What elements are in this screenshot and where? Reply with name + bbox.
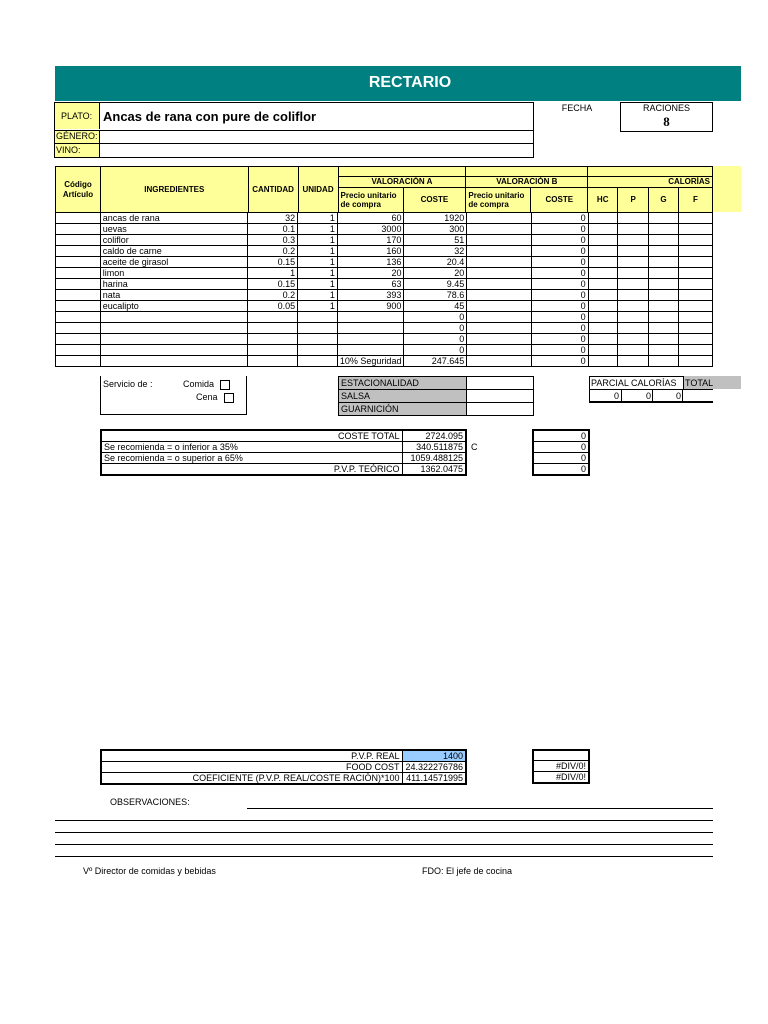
guarnicion-label: GUARNICIÓN <box>339 403 467 416</box>
obs-line-1 <box>247 808 713 809</box>
table-row <box>56 312 713 323</box>
cell-p[interactable] <box>618 213 649 224</box>
cell-g[interactable] <box>649 257 679 268</box>
cell-f[interactable] <box>679 334 713 345</box>
cell-precio-a[interactable]: 20 <box>337 268 404 279</box>
table-row <box>56 356 713 367</box>
cell-hc[interactable] <box>588 290 618 301</box>
cell-cantidad[interactable]: 0.15 <box>248 257 298 268</box>
cell-g[interactable] <box>649 213 679 224</box>
col-ingredientes: INGREDIENTES <box>100 167 248 213</box>
pvp-real-value[interactable]: 1400 <box>402 750 466 762</box>
cell-coste-a[interactable]: 300 <box>404 224 467 235</box>
raciones-label: RACIONES <box>642 103 690 113</box>
cell-coste-b[interactable]: 0 <box>531 334 588 345</box>
b-value-3: 0 <box>533 464 589 476</box>
cell-f[interactable] <box>679 356 713 367</box>
col-precio-b: Precio unitario de compra <box>466 188 531 213</box>
cell-coste-a[interactable]: 78.6 <box>404 290 467 301</box>
cell-unidad[interactable]: 1 <box>298 268 338 279</box>
cell-coste-a[interactable]: 45 <box>404 301 467 312</box>
jefe-signature: FDO: El jefe de cocina <box>422 866 513 876</box>
cell-ingrediente[interactable]: aceite de girasol <box>100 257 248 268</box>
div-value-1: #DIV/0! <box>533 760 589 771</box>
cell-g[interactable] <box>649 312 679 323</box>
table-row <box>56 345 713 356</box>
cell-g[interactable] <box>649 301 679 312</box>
col-calorias: CALORÍAS <box>588 177 713 188</box>
cell-cantidad[interactable]: 32 <box>248 213 298 224</box>
cell-g[interactable] <box>649 334 679 345</box>
director-signature: Vº Director de comidas y bebidas <box>83 866 216 876</box>
cell-unidad[interactable]: 1 <box>298 279 338 290</box>
cell-coste-a[interactable]: 51 <box>404 235 467 246</box>
raciones-value: 8 <box>663 114 670 129</box>
cell-coste-a[interactable]: 247.645 <box>404 356 467 367</box>
cell-ingrediente[interactable]: coliflor <box>100 235 248 246</box>
cell-unidad[interactable]: 1 <box>298 213 338 224</box>
comida-checkbox[interactable] <box>220 380 230 390</box>
cell-coste-b[interactable]: 0 <box>531 279 588 290</box>
cell-codigo[interactable] <box>56 213 101 224</box>
table-row <box>56 290 713 301</box>
cell-p[interactable] <box>618 290 649 301</box>
cell-precio-b[interactable] <box>467 213 532 224</box>
cell-unidad[interactable]: 1 <box>298 246 338 257</box>
col-unidad: UNIDAD <box>298 167 338 213</box>
cell-precio-a[interactable]: 900 <box>337 301 404 312</box>
rec-superior: Se recomienda = o superior a 65% <box>101 453 402 464</box>
cell-hc[interactable] <box>588 224 618 235</box>
cell-unidad[interactable]: 1 <box>298 290 338 301</box>
cell-cantidad[interactable]: 0.2 <box>248 290 298 301</box>
c-value: 340.511875 <box>402 442 466 453</box>
cell-g[interactable] <box>649 224 679 235</box>
cell-precio-a[interactable]: 170 <box>337 235 404 246</box>
cell-f[interactable] <box>679 246 713 257</box>
col-coste-b: COSTE <box>531 188 588 213</box>
cell-unidad[interactable]: 1 <box>298 257 338 268</box>
parcial-total: TOTAL <box>685 378 714 388</box>
cell-precio-a[interactable]: 63 <box>337 279 404 290</box>
cell-f[interactable] <box>679 213 713 224</box>
cell-precio-b[interactable] <box>467 334 532 345</box>
cell-coste-b[interactable]: 0 <box>531 290 588 301</box>
plato-value: Ancas de rana con pure de coliflor <box>103 109 317 124</box>
table-row <box>56 246 713 257</box>
plato-label: PLATO: <box>61 111 93 121</box>
cell-ingrediente[interactable]: harina <box>100 279 248 290</box>
cell-g[interactable] <box>649 323 679 334</box>
col-f: F <box>678 188 712 213</box>
cell-f[interactable] <box>679 290 713 301</box>
cena-checkbox[interactable] <box>224 393 234 403</box>
cell-precio-a[interactable] <box>337 323 404 334</box>
cell-precio-b[interactable] <box>467 257 532 268</box>
col-codigo: Código Artículo <box>56 167 101 213</box>
cell-hc[interactable] <box>588 334 618 345</box>
cell-hc[interactable] <box>588 257 618 268</box>
cell-coste-b[interactable]: 0 <box>531 246 588 257</box>
cell-ingrediente[interactable]: ancas de rana <box>100 213 248 224</box>
cell-precio-b[interactable] <box>467 301 532 312</box>
cell-hc[interactable] <box>588 246 618 257</box>
rec-inferior: Se recomienda = o inferior a 35% C <box>101 442 402 453</box>
cell-unidad[interactable]: 1 <box>298 224 338 235</box>
cell-p[interactable] <box>618 345 649 356</box>
cell-unidad[interactable]: 1 <box>298 235 338 246</box>
cell-codigo[interactable] <box>56 268 101 279</box>
cell-coste-a[interactable]: 9.45 <box>404 279 467 290</box>
salsa-label: SALSA <box>339 390 467 403</box>
cell-hc[interactable] <box>588 268 618 279</box>
cell-g[interactable] <box>649 268 679 279</box>
cell-precio-a[interactable]: 136 <box>337 257 404 268</box>
cell-p[interactable] <box>618 224 649 235</box>
rec-superior-value: 1059.488125 <box>402 453 466 464</box>
cell-coste-b[interactable]: 0 <box>531 356 588 367</box>
cell-codigo[interactable] <box>56 334 101 345</box>
cell-hc[interactable] <box>588 213 618 224</box>
parcial-v1: 0 <box>613 391 619 401</box>
cell-coste-a[interactable]: 0 <box>404 312 467 323</box>
page-title: RECTARIO <box>368 74 452 91</box>
cell-ingrediente[interactable]: nata <box>100 290 248 301</box>
cell-codigo[interactable] <box>56 345 101 356</box>
cell-precio-a[interactable]: 393 <box>337 290 404 301</box>
cost-table <box>100 429 478 476</box>
parcial-v3: 0 <box>675 391 681 401</box>
cell-g[interactable] <box>649 279 679 290</box>
obs-line-4 <box>55 844 713 845</box>
cell-precio-b[interactable] <box>467 279 532 290</box>
cell-cantidad[interactable] <box>248 345 298 356</box>
cell-codigo[interactable] <box>56 312 101 323</box>
cell-f[interactable] <box>679 257 713 268</box>
cell-precio-b[interactable] <box>467 246 532 257</box>
genero-label: GÉNERO: <box>56 131 98 141</box>
cell-codigo[interactable] <box>56 235 101 246</box>
cell-p[interactable] <box>618 257 649 268</box>
cell-unidad[interactable]: 1 <box>298 301 338 312</box>
table-row <box>56 301 713 312</box>
ingredients-header <box>55 166 713 213</box>
cell-precio-b[interactable] <box>467 235 532 246</box>
cell-coste-b[interactable]: 0 <box>531 224 588 235</box>
cell-ingrediente[interactable]: eucalipto <box>100 301 248 312</box>
b-value-0: 0 <box>533 430 589 442</box>
coef-value: 411.14571995 <box>402 773 466 785</box>
cell-coste-b[interactable]: 0 <box>531 213 588 224</box>
cell-cantidad[interactable] <box>248 334 298 345</box>
cell-ingrediente[interactable]: uevas <box>100 224 248 235</box>
cell-precio-b[interactable] <box>467 345 532 356</box>
cell-codigo[interactable] <box>56 323 101 334</box>
obs-line-2 <box>55 820 713 821</box>
cell-f[interactable] <box>679 235 713 246</box>
cell-codigo[interactable] <box>56 279 101 290</box>
food-cost-value: 24.322276786 <box>402 762 466 773</box>
cell-ingrediente[interactable] <box>100 323 248 334</box>
servicio-cena[interactable]: Cena <box>196 392 234 403</box>
cell-f[interactable] <box>679 224 713 235</box>
cell-coste-a[interactable]: 0 <box>404 345 467 356</box>
cell-f[interactable] <box>679 345 713 356</box>
cell-precio-a[interactable] <box>337 345 404 356</box>
cell-ingrediente[interactable]: caldo de carne <box>100 246 248 257</box>
extra-table <box>338 376 534 416</box>
cell-precio-a[interactable]: 3000 <box>337 224 404 235</box>
cell-precio-a[interactable] <box>337 312 404 323</box>
cell-precio-b[interactable] <box>467 290 532 301</box>
cell-codigo[interactable] <box>56 356 101 367</box>
col-hc: HC <box>588 188 618 213</box>
cell-p[interactable] <box>618 334 649 345</box>
table-row <box>56 323 713 334</box>
ingredients-table <box>55 212 713 367</box>
cell-coste-a[interactable]: 32 <box>404 246 467 257</box>
cell-unidad[interactable] <box>298 323 338 334</box>
col-valoracion-a: VALORACIÓN A <box>338 177 466 188</box>
observaciones-label: OBSERVACIONES: <box>110 797 190 807</box>
obs-line-3 <box>55 832 713 833</box>
cell-precio-a[interactable]: 10% Seguridad <box>337 356 404 367</box>
cell-cantidad[interactable] <box>248 323 298 334</box>
cell-precio-b[interactable] <box>467 356 532 367</box>
cell-g[interactable] <box>649 235 679 246</box>
cell-coste-b[interactable]: 0 <box>531 323 588 334</box>
cell-precio-b[interactable] <box>467 224 532 235</box>
cell-coste-b[interactable]: 0 <box>531 312 588 323</box>
b-value-1: 0 <box>533 442 589 453</box>
cell-hc[interactable] <box>588 279 618 290</box>
cell-g[interactable] <box>649 345 679 356</box>
cell-cantidad[interactable] <box>248 356 298 367</box>
cell-hc[interactable] <box>588 356 618 367</box>
col-p: P <box>618 188 649 213</box>
cell-coste-a[interactable]: 0 <box>404 323 467 334</box>
cell-ingrediente[interactable] <box>100 334 248 345</box>
cell-ingrediente[interactable] <box>100 345 248 356</box>
cell-p[interactable] <box>618 301 649 312</box>
pvp-teorico-label: P.V.P. TEÓRICO <box>101 464 402 476</box>
cell-f[interactable] <box>679 312 713 323</box>
table-row <box>56 213 713 224</box>
cell-hc[interactable] <box>588 323 618 334</box>
cell-coste-b[interactable]: 0 <box>531 345 588 356</box>
cost-b-table <box>532 429 590 476</box>
cell-codigo[interactable] <box>56 246 101 257</box>
pvp-real-label: P.V.P. REAL <box>101 750 402 762</box>
food-cost-label: FOOD COST <box>101 762 402 773</box>
cell-hc[interactable] <box>588 301 618 312</box>
cell-p[interactable] <box>618 235 649 246</box>
cell-cantidad[interactable]: 0.2 <box>248 246 298 257</box>
div-table <box>532 749 590 784</box>
table-row <box>56 235 713 246</box>
table-row <box>56 224 713 235</box>
cell-coste-b[interactable]: 0 <box>531 257 588 268</box>
cell-precio-a[interactable]: 160 <box>337 246 404 257</box>
b-value-2: 0 <box>533 453 589 464</box>
cell-cantidad[interactable] <box>248 312 298 323</box>
cell-cantidad[interactable]: 1 <box>248 268 298 279</box>
cell-g[interactable] <box>649 290 679 301</box>
cell-hc[interactable] <box>588 235 618 246</box>
cell-p[interactable] <box>618 268 649 279</box>
parcial-label: PARCIAL CALORÍAS <box>591 378 677 388</box>
cell-hc[interactable] <box>588 345 618 356</box>
cell-coste-a[interactable]: 20.4 <box>404 257 467 268</box>
cell-unidad[interactable] <box>298 334 338 345</box>
cell-p[interactable] <box>618 312 649 323</box>
cell-f[interactable] <box>679 301 713 312</box>
cell-unidad[interactable] <box>298 312 338 323</box>
cell-p[interactable] <box>618 356 649 367</box>
parcial-v2: 0 <box>645 391 651 401</box>
cell-cantidad[interactable]: 0.1 <box>248 224 298 235</box>
cell-coste-a[interactable]: 20 <box>404 268 467 279</box>
cell-p[interactable] <box>618 323 649 334</box>
cell-codigo[interactable] <box>56 290 101 301</box>
coef-label: COEFICIENTE (P.V.P. REAL/COSTE RACIÓN)*100 <box>101 773 402 785</box>
estacionalidad-label: ESTACIONALIDAD <box>339 377 467 390</box>
div-value-2: #DIV/0! <box>533 771 589 783</box>
cell-coste-a[interactable]: 1920 <box>404 213 467 224</box>
fecha-label: FECHA <box>561 103 593 113</box>
cell-precio-a[interactable] <box>337 334 404 345</box>
cell-coste-a[interactable]: 0 <box>404 334 467 345</box>
cell-precio-a[interactable]: 60 <box>337 213 404 224</box>
cell-f[interactable] <box>679 268 713 279</box>
col-cantidad: CANTIDAD <box>248 167 298 213</box>
table-row <box>56 268 713 279</box>
pvp-real-table <box>100 749 467 785</box>
cell-cantidad[interactable]: 0.15 <box>248 279 298 290</box>
col-g: G <box>649 188 679 213</box>
servicio-comida[interactable]: Comida <box>183 379 230 390</box>
col-valoracion-b: VALORACIÓN B <box>466 177 588 188</box>
table-row <box>56 257 713 268</box>
cell-hc[interactable] <box>588 312 618 323</box>
cell-f[interactable] <box>679 323 713 334</box>
cell-ingrediente[interactable] <box>100 356 248 367</box>
coste-total-label: COSTE TOTAL <box>101 430 402 442</box>
cell-codigo[interactable] <box>56 301 101 312</box>
cell-coste-b[interactable]: 0 <box>531 301 588 312</box>
pvp-teorico-value: 1362.0475 <box>402 464 466 476</box>
cell-coste-b[interactable]: 0 <box>531 268 588 279</box>
cell-precio-b[interactable] <box>467 312 532 323</box>
cell-codigo[interactable] <box>56 257 101 268</box>
cell-p[interactable] <box>618 246 649 257</box>
cell-g[interactable] <box>649 356 679 367</box>
cell-ingrediente[interactable] <box>100 312 248 323</box>
cell-f[interactable] <box>679 279 713 290</box>
table-row <box>56 279 713 290</box>
cell-cantidad[interactable]: 0.05 <box>248 301 298 312</box>
cell-precio-b[interactable] <box>467 268 532 279</box>
col-precio-a: Precio unitario de compra <box>338 188 403 213</box>
cell-unidad[interactable] <box>298 356 338 367</box>
table-row <box>56 334 713 345</box>
cell-g[interactable] <box>649 246 679 257</box>
coste-total-value: 2724.095 <box>402 430 466 442</box>
cell-precio-b[interactable] <box>467 323 532 334</box>
cell-p[interactable] <box>618 279 649 290</box>
cell-coste-b[interactable]: 0 <box>531 235 588 246</box>
obs-line-5 <box>55 856 713 857</box>
vino-label: VINO: <box>56 145 81 155</box>
servicio-label: Servicio de : <box>103 379 153 389</box>
cell-unidad[interactable] <box>298 345 338 356</box>
cell-ingrediente[interactable]: limon <box>100 268 248 279</box>
cell-codigo[interactable] <box>56 224 101 235</box>
cell-cantidad[interactable]: 0.3 <box>248 235 298 246</box>
col-coste-a: COSTE <box>403 188 466 213</box>
